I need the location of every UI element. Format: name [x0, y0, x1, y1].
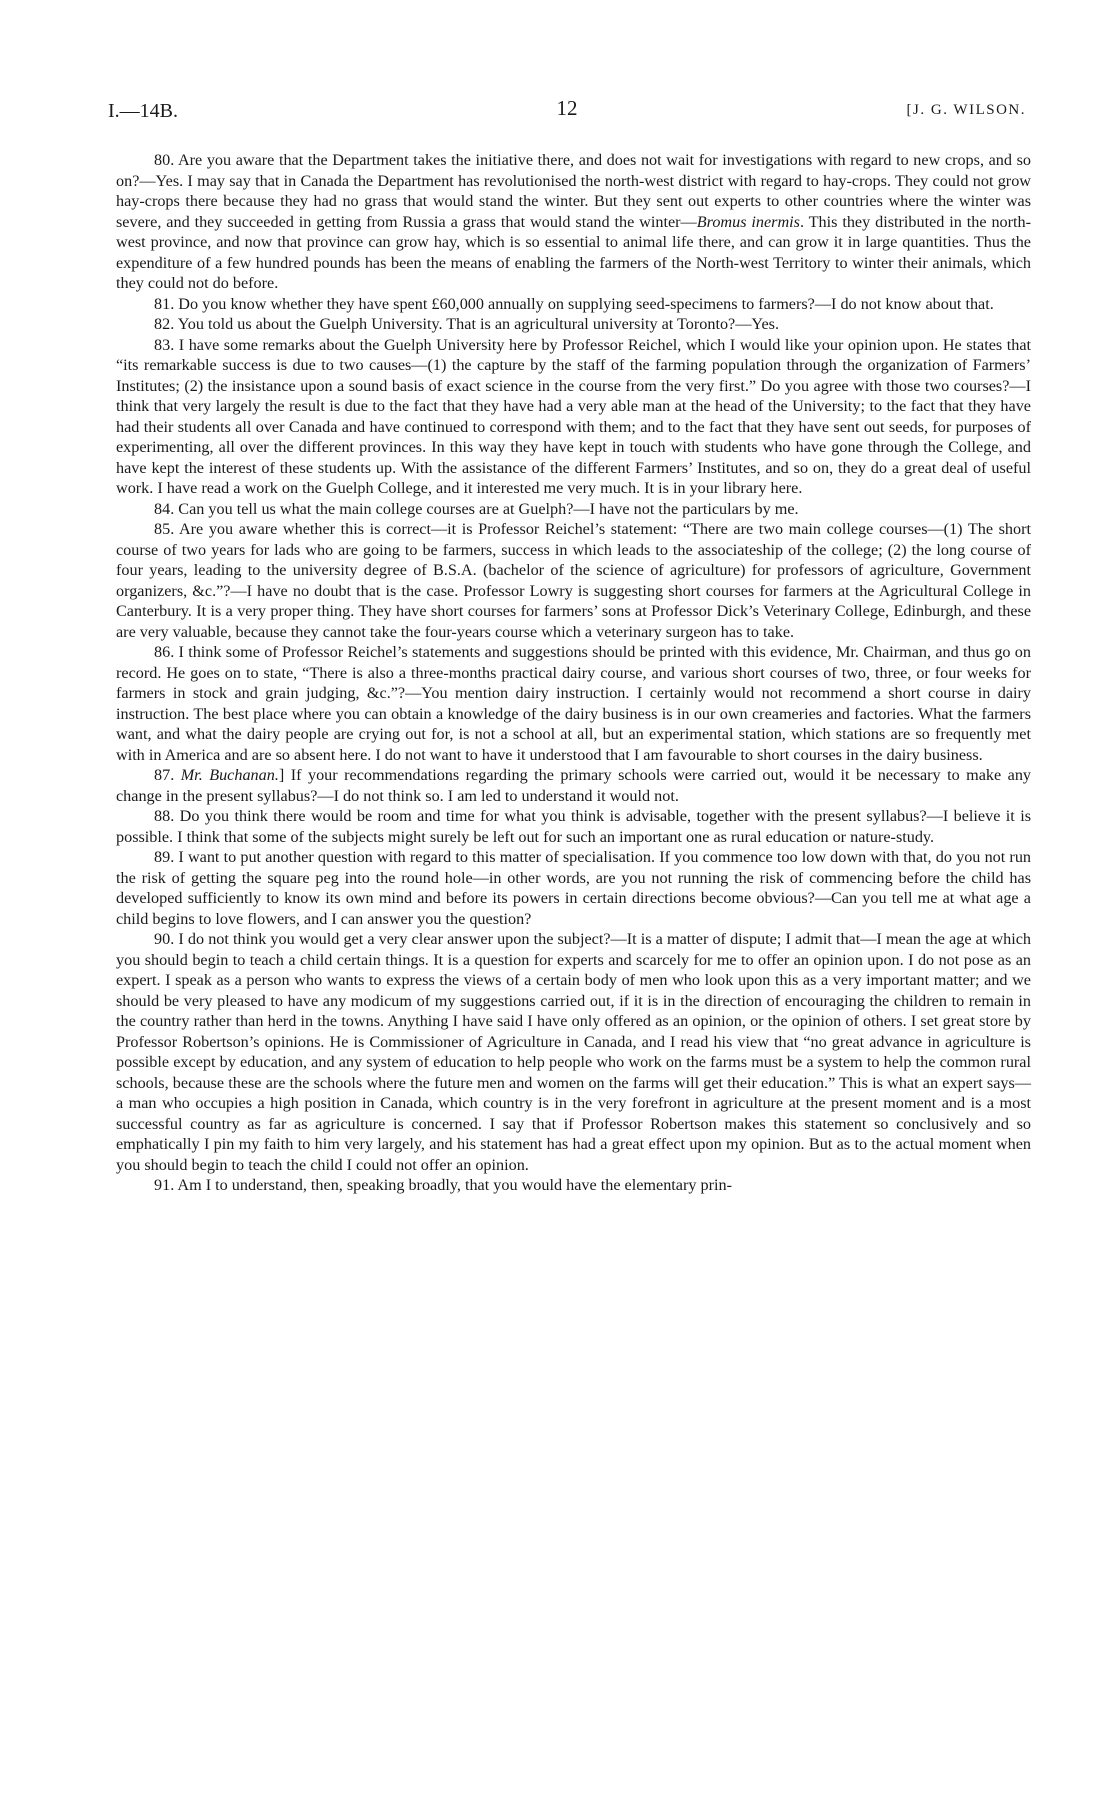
paragraph-text: I think some of Professor Reichel’s statements and suggestions should be printed with this evidence, Mr. Chairman, and thus go on record. He goes on to state, “There is also a three-months practical dairy course, and various short courses of two, three, or four weeks for farmers in stock and grain judging, &c.”?—You mention dairy instruction. I certainly would not recommend a short course in dairy instruction. The best place where you can obtain a knowledge of the dairy business is in our own creameries and factories. What the farmers want, and what the dairy people are crying out for, is not a school at all, but an experimental station, which stations are so frequently met with in America and are so absent here. I do not want to have it understood that I am favourable to short courses in the dairy business.: [116, 643, 1031, 764]
question-number: 82.: [154, 315, 175, 333]
paragraph-text: You told us about the Guelph University. That is an agricultural university at Toronto?—Yes.: [177, 315, 780, 333]
question-number: 87.: [154, 766, 175, 784]
question-number: 89.: [154, 848, 175, 866]
paragraph-87: [116, 765, 1031, 806]
paragraph-83: [116, 335, 1031, 499]
question-number: 83.: [154, 335, 175, 354]
paragraph-text: ] If your recommendations regarding the primary schools were carried out, would it be necessary to make any change in the present syllabus?—I do not think so. I am led to understand it would not.: [116, 766, 1032, 805]
paragraph-text: Do you know whether they have spent £60,000 annually on supplying seed-specimens to farmers?—I do not know about that.: [178, 294, 994, 313]
question-number: 81.: [154, 294, 175, 313]
document-body: [116, 150, 1031, 1196]
paragraph-89: [116, 847, 1031, 929]
paragraph-85: [116, 519, 1031, 642]
paragraph-text: I want to put another question with regard to this matter of specialisation. If you commence too low down with that, do you not run the risk of getting the square peg into the round hole—in other words, are you not running the risk of commencing before the child has developed sufficiently to know its own mind and before its powers in certain directions become obvious?—Can you tell me at what age a child begins to love flowers, and I can answer you the question?: [116, 848, 1032, 928]
question-number: 90.: [154, 930, 175, 948]
paragraph-text: Can you tell us what the main college courses are at Guelph?—I have not the particulars by me.: [178, 499, 799, 518]
page-header: [108, 96, 1026, 126]
question-number: 86.: [154, 643, 175, 661]
paragraph-text: Are you aware that the Department takes the initiative there, and does not wait for investigations with regard to new crops, and so on?—Yes. I may say that in Canada the Department has revolutionised the north-west district with regard to hay-crops. They could not grow hay-crops there because they had no grass that would stand the winter. But they sent out experts to other countries where the winter was severe, and they succeeded in getting from Russia a grass that would stand the winter—: [116, 151, 1031, 231]
paragraph-81: [116, 294, 1031, 315]
paragraph-text: Are you aware whether this is correct—it is Professor Reichel’s statement: “There are two main college courses—(1) The short course of two years for lads who are going to be farmers, success in which leads to the associateship of the college; (2) the long course of four years, leading to the university degree of B.S.A. (bachelor of the science of agriculture) for professors of agriculture, Government organizers, &c.”?—I have no doubt that is the case. Professor Lowry is suggesting short courses for farmers at the Agricultural College in Canterbury. It is a very proper thing. They have short courses for farmers’ sons at Professor Dick’s Veterinary College, Edinburgh, and these are very valuable, because they cannot take the four-years course which a veterinary surgeon has to take.: [116, 520, 1032, 641]
question-number: 84.: [154, 499, 175, 518]
paragraph-88: [116, 806, 1031, 847]
paragraph-text-continued: . This they distributed in the north-west province, and now that province can grow hay, which is so essential to animal life there, and can grow it in large quantities. Thus the expenditure of a few hundred pounds has been the means of enabling the farmers of the North-west Territory to winter their animals, which they could not do before.: [116, 212, 1032, 292]
paragraph-text: I do not think you would get a very clear answer upon the subject?—It is a matter of dispute; I admit that—I mean the age at which you should begin to teach a child certain things. It is a question for experts and scarcely for me to offer an opinion upon. I do not pose as an expert. I speak as a person who wants to express the views of a certain body of men who look upon this as a very important matter; and we should be very pleased to have any modicum of my suggestions carried out, if it is in the direction of encouraging the children to remain in the country rather than herd in the towns. Anything I have said I have only offered as an opinion, or the opinion of others. I set great store by Professor Robertson’s opinions. He is Commissioner of Agriculture in Canada, and I read his view that “no great advance in agriculture is possible except by education, and any system of education to help people who work on the farms must be a system to help the common rural schools, because these are the schools where the future men and women on the farms will get their education.” This is what an expert says—a man who occupies a high position in Canada, which country is in the very forefront in agriculture at the present moment and is a most successful country as far as agriculture is concerned. I say that if Professor Robertson makes this statement so conclusively and so emphatically I pin my faith to him very largely, and his statement has had a great effect upon my opinion. But as to the actual moment when you should begin to teach the child I could not offer an opinion.: [116, 930, 1032, 1174]
report-code: I.—14B.: [108, 100, 178, 122]
question-number: 91.: [154, 1176, 175, 1194]
paragraph-82: [116, 314, 1031, 335]
paragraph-80: [116, 150, 1031, 294]
paragraph-91: [116, 1175, 1031, 1196]
paragraph-86: [116, 642, 1031, 765]
paragraph-84: [116, 499, 1031, 520]
page-number: 12: [556, 96, 578, 120]
question-number: 85.: [154, 520, 175, 538]
paragraph-90: [116, 929, 1031, 1175]
speaker-name: Mr. Buchanan.: [180, 766, 279, 784]
witness-name: [J. G. WILSON.: [906, 102, 1026, 118]
question-number: 88.: [154, 807, 175, 825]
question-number: 80.: [154, 151, 175, 169]
paragraph-text: I have some remarks about the Guelph University here by Professor Reichel, which I would like your opinion upon. He states that “its remarkable success is due to two causes—(1) the capture by the staff of the farming population through the organization of Farmers’ Institutes; (2) the insistance upon a sound basis of exact science in the course from the very first.” Do you agree with those two courses?—I think that very largely the result is due to the fact that they have had a very able man at the head of the University; to the fact that they have had their students all over Canada and have continued to correspond with them; and to the fact that they have sent out seeds, for purposes of experimenting, all over the different provinces. In this way they have kept in touch with students who have gone through the College, and have kept the interest of these students up. With the assistance of the different Farmers’ Institutes, and so on, they do a great deal of useful work. I have read a work on the Guelph College, and it interested me very much. It is in your library here.: [116, 335, 1032, 497]
paragraph-text: Am I to understand, then, speaking broadly, that you would have the elementary prin-: [177, 1176, 732, 1194]
italic-term: Bromus inermis: [696, 212, 800, 231]
paragraph-text: Do you think there would be room and time for what you think is advisable, together with the present syllabus?—I believe it is possible. I think that some of the subjects might surely be left out for such an important one as rural education or nature-study.: [116, 807, 1032, 846]
